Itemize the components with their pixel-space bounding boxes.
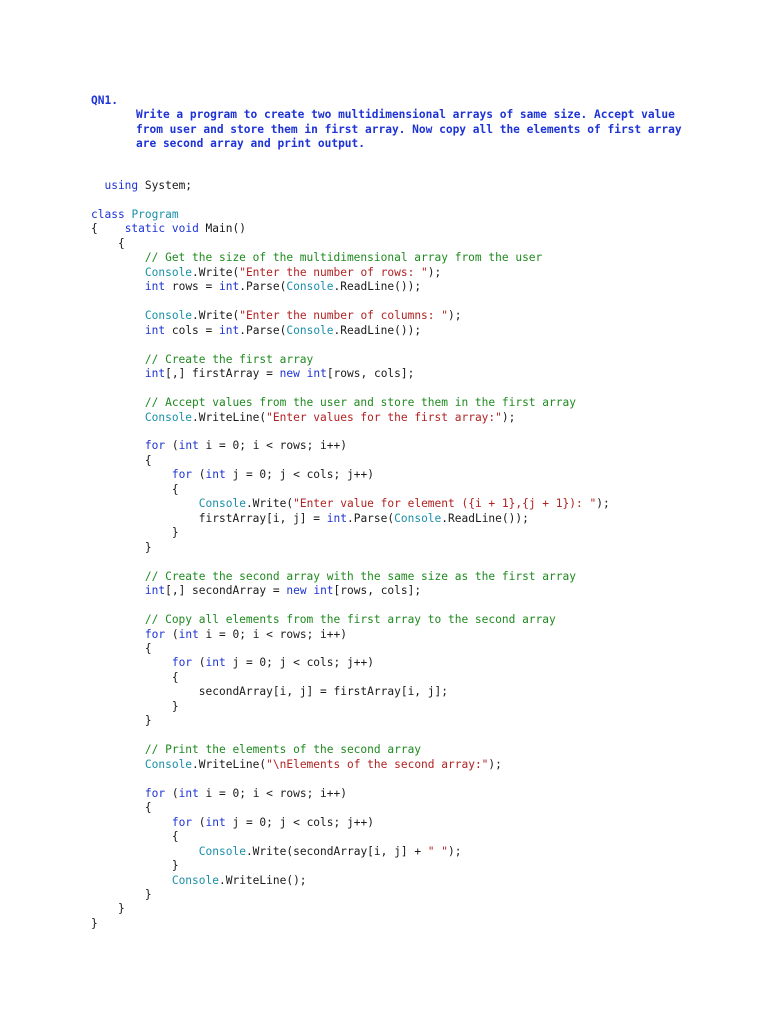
code-line — [91, 642, 731, 656]
code-line — [91, 816, 731, 830]
code-line — [91, 526, 731, 540]
code-token: secondArray[i, j] = firstArray[i, j]; — [91, 685, 448, 699]
code-token: ); — [596, 497, 610, 511]
code-line — [91, 700, 731, 714]
code-token: cols = — [165, 323, 219, 337]
code-token — [91, 411, 145, 424]
code-token: Console — [198, 497, 246, 511]
code-token: { — [91, 642, 152, 655]
code-token: "Enter values for the first array:" — [266, 410, 502, 424]
code-token — [91, 845, 199, 858]
code-token: ( — [192, 468, 206, 482]
code-token: } — [91, 540, 152, 554]
code-token: for — [171, 656, 193, 670]
code-token: int — [178, 627, 199, 641]
code-token: .WriteLine(); — [218, 873, 307, 887]
code-line — [91, 382, 731, 396]
code-line — [91, 251, 731, 265]
code-line — [91, 324, 731, 338]
code-token — [91, 874, 172, 887]
code-block — [91, 179, 731, 931]
code-token: new — [279, 367, 300, 381]
code-token — [91, 280, 145, 293]
code-token: } — [91, 714, 152, 728]
code-line — [91, 772, 731, 786]
code-token: Console — [394, 511, 442, 525]
code-line — [91, 555, 731, 569]
code-token — [91, 816, 172, 829]
code-line — [91, 758, 731, 772]
code-token — [91, 584, 145, 597]
code-token: ); — [488, 757, 502, 771]
code-token: .Write( — [245, 497, 294, 511]
code-line — [91, 295, 731, 309]
code-line — [91, 266, 731, 280]
code-line — [91, 193, 731, 207]
code-token: // Print the elements of the second array — [91, 743, 422, 757]
question-block — [91, 93, 731, 152]
code-line — [91, 208, 731, 222]
code-token: ); — [448, 309, 462, 323]
code-token: } — [91, 859, 179, 873]
code-token — [91, 367, 145, 380]
code-line — [91, 541, 731, 555]
code-token: { — [91, 222, 125, 236]
question-number: QN1. — [91, 94, 118, 107]
code-token: class — [91, 207, 125, 221]
code-line — [91, 454, 731, 468]
code-token — [91, 628, 145, 641]
code-token: .ReadLine()); — [441, 511, 529, 525]
code-line — [91, 411, 731, 425]
code-token: } — [91, 887, 152, 901]
code-token: ( — [192, 815, 206, 829]
code-token — [91, 787, 145, 800]
code-token: int — [144, 584, 166, 598]
code-line — [91, 685, 731, 699]
code-line — [91, 179, 731, 193]
code-token: "\nElements of the second array:" — [266, 757, 489, 771]
code-line — [91, 729, 731, 743]
code-token: Program — [131, 207, 179, 221]
code-token — [300, 367, 307, 380]
code-token: .ReadLine()); — [333, 323, 422, 337]
code-token: [rows, cols]; — [333, 584, 422, 598]
code-line — [91, 309, 731, 323]
code-token: i = 0; i < rows; i++) — [198, 786, 347, 800]
code-token: int — [219, 323, 240, 337]
code-token: .Write( — [192, 265, 240, 279]
code-token: j = 0; j < cols; j++) — [225, 656, 374, 670]
code-token: i = 0; i < rows; i++) — [198, 627, 347, 641]
code-token: // Create the second array with the same size as the first array — [91, 569, 576, 583]
code-line — [91, 845, 731, 859]
code-line — [91, 714, 731, 728]
code-token: Console — [144, 309, 193, 323]
code-line — [91, 628, 731, 642]
code-line — [91, 483, 731, 497]
code-token — [91, 324, 145, 337]
code-token — [165, 222, 172, 235]
code-token: ( — [165, 786, 179, 800]
code-token: int — [144, 323, 166, 337]
code-token: } — [91, 902, 125, 916]
code-token: Main() — [198, 222, 246, 236]
code-line — [91, 830, 731, 844]
code-line — [91, 367, 731, 381]
code-token: int — [205, 815, 226, 829]
code-token: { — [91, 801, 152, 815]
code-token: { — [91, 453, 152, 467]
code-token — [91, 497, 199, 510]
code-token: void — [171, 222, 199, 236]
code-line — [91, 888, 731, 902]
code-line — [91, 743, 731, 757]
code-token: int — [326, 511, 347, 525]
code-line — [91, 570, 731, 584]
code-token — [91, 758, 145, 771]
code-token: } — [91, 916, 98, 930]
code-token: j = 0; j < cols; j++) — [225, 468, 374, 482]
code-token: new — [286, 584, 307, 598]
code-token — [91, 439, 145, 452]
code-token: // Get the size of the multidimensional array from the user — [91, 251, 543, 265]
code-token: .ReadLine()); — [333, 280, 422, 294]
code-token: Console — [144, 265, 193, 279]
code-line — [91, 280, 731, 294]
code-token: using — [91, 179, 139, 192]
code-line — [91, 874, 731, 888]
code-token: .Parse( — [239, 280, 287, 294]
code-token: rows = — [165, 280, 219, 294]
code-token: Console — [144, 410, 193, 424]
code-line — [91, 497, 731, 511]
code-token: { — [91, 482, 179, 496]
code-token: [rows, cols]; — [326, 367, 415, 381]
code-token: } — [91, 526, 179, 540]
code-token: // Copy all elements from the first array to the second array — [91, 613, 556, 627]
code-line — [91, 396, 731, 410]
code-token: static — [124, 222, 166, 236]
code-token: j = 0; j < cols; j++) — [225, 815, 374, 829]
code-line — [91, 425, 731, 439]
code-token: Console — [286, 323, 334, 337]
code-token: .WriteLine( — [192, 410, 267, 424]
code-token: { — [91, 670, 179, 684]
code-token: .WriteLine( — [192, 757, 267, 771]
code-token: "Enter the number of rows: " — [239, 265, 428, 279]
code-token: { — [91, 830, 179, 844]
code-token: ( — [165, 627, 179, 641]
code-token: "Enter value for element ({i + 1},{j + 1}): " — [293, 497, 597, 511]
code-token: ( — [192, 656, 206, 670]
code-line — [91, 613, 731, 627]
code-line — [91, 353, 731, 367]
code-token: i = 0; i < rows; i++) — [198, 439, 347, 453]
code-token: int — [178, 439, 199, 453]
code-line — [91, 584, 731, 598]
code-token: Console — [171, 873, 219, 887]
code-token: int — [219, 280, 240, 294]
code-token: Console — [286, 280, 334, 294]
code-line — [91, 917, 731, 931]
code-token: // Create the first array — [91, 352, 314, 366]
code-token: for — [144, 627, 166, 641]
code-line — [91, 512, 731, 526]
code-token: for — [144, 786, 166, 800]
code-token: for — [144, 439, 166, 453]
code-token — [91, 266, 145, 279]
code-token: firstArray[i, j] = — [91, 511, 327, 525]
code-line — [91, 439, 731, 453]
code-line — [91, 902, 731, 916]
code-token: for — [171, 815, 193, 829]
code-token: { — [91, 236, 125, 250]
code-token: ( — [165, 439, 179, 453]
code-line — [91, 599, 731, 613]
code-token: for — [171, 468, 193, 482]
code-token: int — [313, 584, 334, 598]
code-token: [,] firstArray = — [165, 367, 280, 381]
code-token: .Parse( — [239, 323, 287, 337]
code-token — [91, 656, 172, 669]
code-token: ); — [427, 265, 442, 279]
code-token: ); — [448, 844, 462, 858]
code-token: "Enter the number of columns: " — [239, 309, 449, 323]
code-line — [91, 656, 731, 670]
code-token: int — [144, 280, 166, 294]
code-token — [91, 309, 145, 322]
code-token: Console — [198, 844, 246, 858]
code-token: int — [306, 367, 327, 381]
code-token: int — [205, 468, 226, 482]
code-line — [91, 468, 731, 482]
code-token: " " — [427, 844, 449, 858]
code-token: // Accept values from the user and store them in the first array — [91, 396, 576, 410]
code-line — [91, 237, 731, 251]
code-token: .Parse( — [346, 511, 395, 525]
code-line — [91, 222, 731, 236]
code-token: .Write(secondArray[i, j] + — [245, 844, 428, 858]
code-token: [,] secondArray = — [165, 584, 287, 598]
code-token: ); — [501, 410, 516, 424]
code-token: .Write( — [192, 309, 240, 323]
code-token: int — [144, 367, 166, 381]
code-line — [91, 787, 731, 801]
code-token: int — [178, 786, 199, 800]
code-line — [91, 671, 731, 685]
code-token: System; — [138, 179, 193, 192]
code-line — [91, 801, 731, 815]
question-text: Write a program to create two multidimensional arrays of same size. Accept value from user and store them in first array. Now copy all the elements of first array are second array and print output. — [136, 108, 682, 150]
code-line — [91, 338, 731, 352]
code-token: int — [205, 656, 226, 670]
code-line — [91, 859, 731, 873]
code-token: Console — [144, 757, 193, 771]
code-token: } — [91, 699, 179, 713]
code-token — [91, 468, 172, 481]
